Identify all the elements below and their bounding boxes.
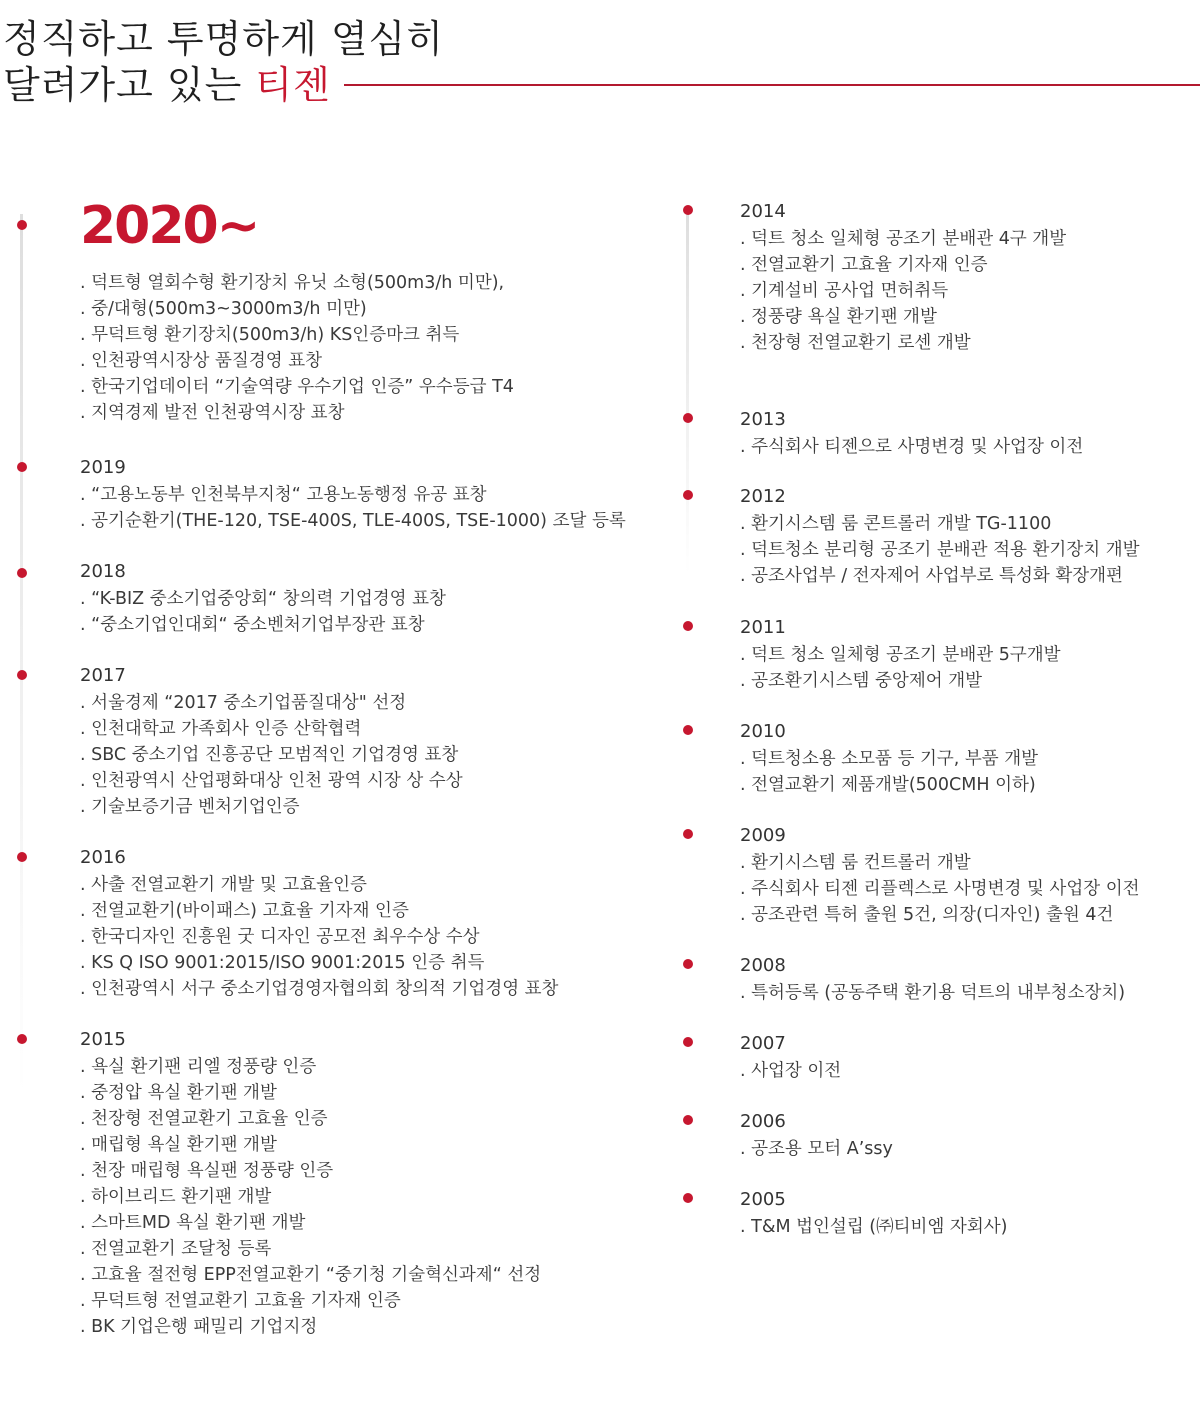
timeline-item: . 지역경제 발전 인천광역시장 표창 (80, 403, 345, 423)
timeline-item: . 매립형 욕실 환기팬 개발 (80, 1135, 277, 1155)
timeline-year: 2008 (740, 955, 786, 976)
timeline-dot (683, 621, 693, 631)
timeline-dot (17, 1034, 27, 1044)
timeline-year: 2012 (740, 486, 786, 507)
timeline-entry (740, 1032, 841, 1084)
timeline-item: . 서울경제 “2017 중소기업품질대상" 선정 (80, 693, 407, 713)
timeline-item: . 인천광역시장상 품질경영 표창 (80, 351, 323, 371)
timeline-item-list (80, 586, 446, 638)
heading-brand-name: 티젠 (255, 63, 331, 107)
timeline-item: . 덕트형 열회수형 환기장치 유닛 소형(500m3/h 미만), (80, 273, 505, 293)
timeline-item: . 천장형 전열교환기 고효율 인증 (80, 1109, 328, 1129)
heading-divider (344, 84, 1200, 86)
timeline-item-list (80, 270, 514, 426)
timeline-item-list (740, 434, 1083, 460)
timeline-item: . 공조용 모터 A’ssy (740, 1139, 893, 1159)
timeline-item: . 사업장 이전 (740, 1061, 842, 1081)
timeline-item-list (740, 746, 1038, 798)
timeline-year: 2006 (740, 1111, 786, 1132)
timeline-year: 2010 (740, 721, 786, 742)
timeline-item: . 덕트 청소 일체형 공조기 분배관 4구 개발 (740, 229, 1067, 249)
timeline-left-line (20, 214, 23, 1094)
timeline-year: 2011 (740, 617, 786, 638)
timeline-item: . 주식회사 티젠 리플렉스로 사명변경 및 사업장 이전 (740, 879, 1140, 899)
timeline-item: . 전열교환기 조달청 등록 (80, 1239, 272, 1259)
timeline-item: . BK 기업은행 패밀리 기업지정 (80, 1317, 318, 1337)
timeline-dot (683, 725, 693, 735)
timeline-item: . 천장형 전열교환기 로센 개발 (740, 333, 971, 353)
timeline-year: 2013 (740, 409, 786, 430)
timeline-item: . 무덕트형 환기장치(500m3/h) KS인증마크 취득 (80, 325, 460, 345)
timeline-item-list (740, 642, 1061, 694)
timeline-item: . “중소기업인대회“ 중소벤처기업부장관 표창 (80, 615, 425, 635)
timeline-item: . SBC 중소기업 진흥공단 모범적인 기업경영 표창 (80, 745, 459, 765)
timeline-dot (17, 670, 27, 680)
timeline-year: 2014 (740, 201, 786, 222)
timeline-dot (17, 568, 27, 578)
timeline-year: 2019 (80, 457, 126, 478)
timeline-entry (740, 408, 1083, 460)
timeline-item: . 정풍량 욕실 환기팬 개발 (740, 307, 937, 327)
timeline-item-list (740, 1136, 893, 1162)
timeline-item: . 한국디자인 진흥원 굿 디자인 공모전 최우수상 수상 (80, 927, 480, 947)
timeline-item: . 기계설비 공사업 면허취득 (740, 281, 949, 301)
timeline-dot (683, 1037, 693, 1047)
timeline-entry (740, 720, 1038, 798)
timeline-item-list (740, 980, 1125, 1006)
heading-line-2-prefix: 달려가고 있는 (3, 63, 256, 107)
timeline-item: . 무덕트형 전열교환기 고효율 기자재 인증 (80, 1291, 401, 1311)
timeline-item: . 스마트MD 욕실 환기팬 개발 (80, 1213, 306, 1233)
timeline-item-list (740, 850, 1140, 928)
timeline-item: . 덕트청소용 소모품 등 기구, 부품 개발 (740, 749, 1039, 769)
timeline-item: . 주식회사 티젠으로 사명변경 및 사업장 이전 (740, 437, 1084, 457)
timeline-item: . 전열교환기 고효율 기자재 인증 (740, 255, 988, 275)
timeline-item-list (80, 872, 558, 1002)
timeline-item: . 공조관련 특허 출원 5건, 의장(디자인) 출원 4건 (740, 905, 1114, 925)
timeline-item: . 인천대학교 가족회사 인증 산학협력 (80, 719, 362, 739)
timeline-dot (683, 205, 693, 215)
timeline-item: . 공조사업부 / 전자제어 사업부로 특성화 확장개편 (740, 566, 1123, 586)
timeline-item: . 한국기업데이터 “기술역량 우수기업 인증” 우수등급 T4 (80, 377, 514, 397)
timeline-item: . 욕실 환기팬 리엘 정풍량 인증 (80, 1057, 317, 1077)
timeline-year: 2017 (80, 665, 126, 686)
timeline-item: . 공조환기시스템 중앙제어 개발 (740, 671, 983, 691)
timeline-item: . 특허등록 (공동주택 환기용 덕트의 내부청소장치) (740, 983, 1126, 1003)
timeline-item: . T&M 법인설립 (㈜티비엠 자회사) (740, 1217, 1008, 1237)
timeline-item: . 전열교환기(바이패스) 고효율 기자재 인증 (80, 901, 409, 921)
timeline-entry (80, 664, 463, 820)
timeline-item-list (740, 511, 1140, 589)
timeline-entry (740, 1110, 893, 1162)
timeline-item-list (80, 482, 626, 534)
timeline-entry (80, 196, 514, 426)
timeline-item: . KS Q ISO 9001:2015/ISO 9001:2015 인증 취득 (80, 953, 485, 973)
timeline-entry (740, 824, 1140, 928)
timeline-item: . 인천광역시 산업평화대상 인천 광역 시장 상 수상 (80, 771, 463, 791)
timeline-entry (80, 846, 558, 1002)
timeline-item: . 인천광역시 서구 중소기업경영자협의회 창의적 기업경영 표창 (80, 979, 559, 999)
timeline-year: 2015 (80, 1029, 126, 1050)
timeline-item-list (80, 690, 463, 820)
timeline-dot (17, 462, 27, 472)
timeline-item: . 중정압 욕실 환기팬 개발 (80, 1083, 277, 1103)
timeline-entry (740, 1188, 1007, 1240)
timeline-item: . “고용노동부 인천북부지청“ 고용노동행정 유공 표창 (80, 485, 487, 505)
timeline-entry (80, 456, 626, 534)
timeline-year: 2005 (740, 1189, 786, 1210)
timeline-year: 2009 (740, 825, 786, 846)
timeline-entry (740, 485, 1140, 589)
timeline-item: . “K-BIZ 중소기업중앙회“ 창의력 기업경영 표창 (80, 589, 446, 609)
timeline-item-list (740, 226, 1066, 356)
timeline-year: 2007 (740, 1033, 786, 1054)
timeline-year: 2016 (80, 847, 126, 868)
timeline-entry (740, 616, 1061, 694)
timeline-item-list (80, 1054, 541, 1340)
timeline-entry (80, 560, 446, 638)
timeline-item: . 전열교환기 제품개발(500CMH 이하) (740, 775, 1036, 795)
timeline-item: . 천장 매립형 욕실팬 정풍량 인증 (80, 1161, 334, 1181)
timeline-dot (683, 413, 693, 423)
timeline-item: . 덕트청소 분리형 공조기 분배관 적용 환기장치 개발 (740, 540, 1140, 560)
timeline-dot (683, 490, 693, 500)
timeline-dot (683, 1115, 693, 1125)
timeline-item: . 중/대형(500m3~3000m3/h 미만) (80, 299, 367, 319)
timeline-dot (683, 829, 693, 839)
heading-line-1: 정직하고 투명하게 열심히 (3, 17, 444, 61)
timeline-item: . 덕트 청소 일체형 공조기 분배관 5구개발 (740, 645, 1061, 665)
timeline-dot (17, 852, 27, 862)
timeline-right-line (686, 214, 689, 574)
timeline-dot (683, 1193, 693, 1203)
timeline-item: . 고효율 절전형 EPP전열교환기 “중기청 기술혁신과제“ 선정 (80, 1265, 542, 1285)
timeline-item-list (740, 1214, 1007, 1240)
timeline-item-list (740, 1058, 841, 1084)
timeline-year: 2018 (80, 561, 126, 582)
timeline-item: . 사출 전열교환기 개발 및 고효율인증 (80, 875, 367, 895)
timeline-entry (80, 1028, 541, 1340)
timeline-item: . 하이브리드 환기팬 개발 (80, 1187, 272, 1207)
timeline-year: 2020~ (80, 196, 259, 256)
timeline-entry (740, 200, 1066, 356)
timeline-dot (17, 220, 27, 230)
page-heading (3, 16, 444, 108)
timeline-item: . 공기순환기(THE-120, TSE-400S, TLE-400S, TSE-1000) 조달 등록 (80, 511, 626, 531)
timeline-dot (683, 959, 693, 969)
timeline-entry (740, 954, 1125, 1006)
timeline-item: . 환기시스템 룸 콘트롤러 개발 TG-1100 (740, 514, 1052, 534)
timeline-item: . 기술보증기금 벤처기업인증 (80, 797, 300, 817)
timeline-item: . 환기시스템 룸 컨트롤러 개발 (740, 853, 971, 873)
